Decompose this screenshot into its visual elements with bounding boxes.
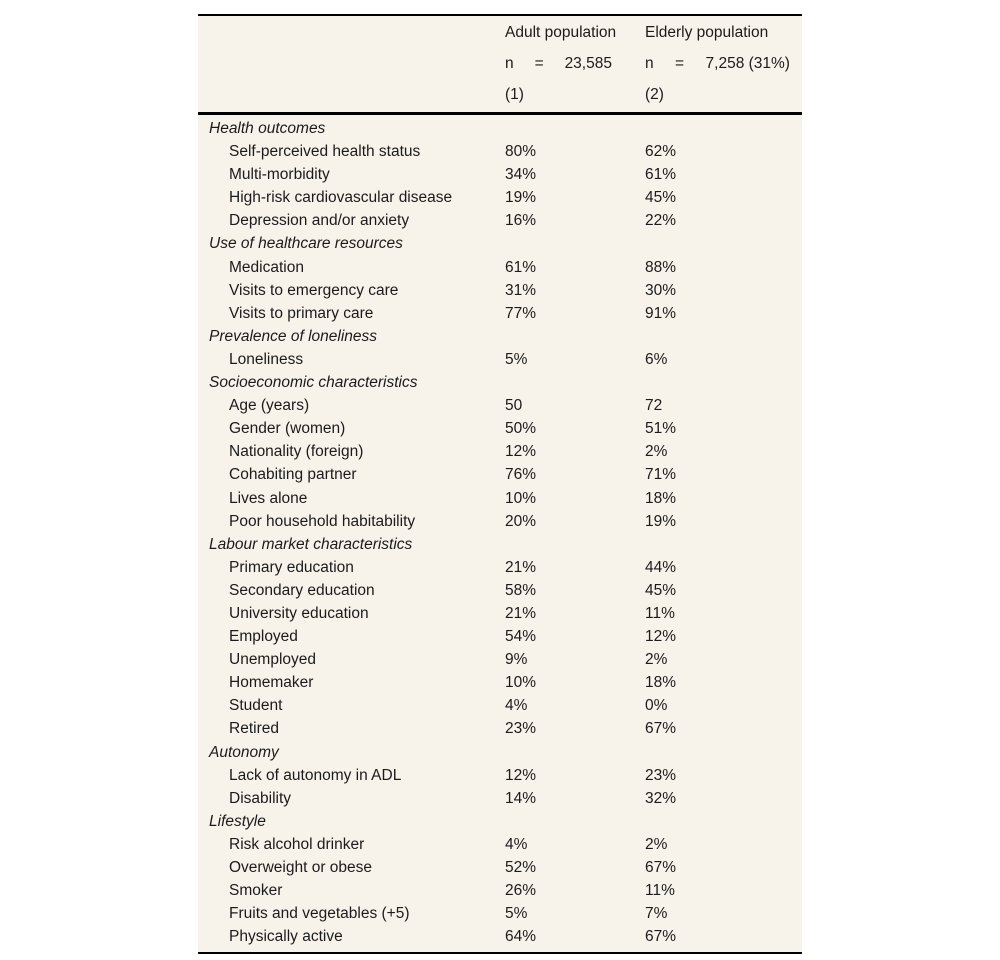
elderly-value-empty: [645, 117, 802, 140]
row-label: Age (years): [229, 397, 310, 415]
table-row: [198, 648, 802, 671]
table-row: [198, 556, 802, 579]
adult-value: 20%: [505, 512, 537, 530]
adult-value: 26%: [505, 882, 537, 900]
elderly-value-empty: [645, 741, 802, 764]
table-row: [198, 417, 802, 440]
row-label: Overweight or obese: [229, 859, 373, 876]
elderly-value: 18%: [645, 489, 677, 507]
elderly-value: 91%: [645, 304, 677, 322]
table-row: [198, 879, 802, 902]
elderly-n-value: 7,258 (31%): [705, 55, 790, 72]
section-header-row: [198, 371, 802, 394]
row-label: Fruits and vegetables (+5): [229, 905, 410, 923]
section-header-row: [198, 325, 802, 348]
adult-n-label: n: [505, 55, 514, 72]
table-row: [198, 510, 802, 533]
row-label: Primary education: [229, 558, 354, 576]
elderly-value: 12%: [645, 628, 677, 646]
row-label: Depression and/or anxiety: [229, 212, 410, 230]
table-row: [198, 209, 802, 232]
adult-value: 58%: [505, 581, 537, 599]
adult-value: 50%: [505, 420, 537, 438]
elderly-sample-size: [645, 48, 790, 79]
elderly-value: 67%: [645, 720, 677, 738]
table-row: [198, 602, 802, 625]
table-row: [198, 671, 802, 694]
table-row: [198, 256, 802, 279]
table-row: [198, 440, 802, 463]
adult-value: 4%: [505, 835, 528, 853]
table-row: [198, 787, 802, 810]
row-label: Homemaker: [229, 674, 314, 692]
section-header-row: [198, 810, 802, 833]
column-header-elderly: [645, 16, 802, 112]
row-label: High-risk cardiovascular disease: [229, 189, 453, 207]
table-body: [198, 115, 802, 952]
row-label: Retired: [229, 720, 279, 738]
adult-value: 5%: [505, 905, 528, 923]
elderly-value: 62%: [645, 143, 677, 161]
section-header-row: [198, 533, 802, 556]
elderly-value: 19%: [645, 512, 677, 530]
elderly-value-empty: [645, 325, 802, 348]
section-label: Health outcomes: [209, 120, 326, 137]
adult-value: 21%: [505, 558, 537, 576]
elderly-value: 67%: [645, 928, 677, 946]
row-label: Poor household habitability: [229, 512, 416, 530]
row-label: Secondary education: [229, 581, 375, 599]
section-header-row: [198, 117, 802, 140]
adult-value: 23%: [505, 720, 537, 738]
table-row: [198, 579, 802, 602]
row-label: Smoker: [229, 882, 283, 900]
table-row: [198, 140, 802, 163]
elderly-value: 23%: [645, 766, 677, 784]
elderly-value: 7%: [645, 905, 668, 923]
row-label: Nationality (foreign): [229, 443, 364, 461]
elderly-value: 2%: [645, 443, 668, 461]
section-header-row: [198, 232, 802, 255]
adult-value: 61%: [505, 258, 537, 276]
adult-value: 14%: [505, 789, 537, 807]
row-label: Visits to primary care: [229, 304, 374, 322]
adult-value: 54%: [505, 628, 537, 646]
elderly-value: 45%: [645, 581, 677, 599]
elderly-column-note: (2): [645, 86, 664, 103]
section-label: Prevalence of loneliness: [209, 327, 378, 345]
section-label: Socioeconomic characteristics: [209, 374, 418, 392]
elderly-value: 2%: [645, 651, 668, 669]
row-label: Multi-morbidity: [229, 166, 330, 184]
section-header-row: [198, 741, 802, 764]
row-label: Physically active: [229, 928, 343, 946]
elderly-value-empty: [645, 533, 802, 556]
table-header: [198, 16, 802, 115]
adult-value-empty: [505, 810, 645, 833]
elderly-value: 0%: [645, 697, 668, 715]
table-row: [198, 487, 802, 510]
adult-equals-sign: =: [534, 55, 544, 72]
elderly-value: 11%: [645, 604, 675, 622]
elderly-value: 72: [645, 397, 663, 415]
elderly-value: 88%: [645, 258, 677, 276]
row-label: Student: [229, 697, 283, 715]
elderly-value: 6%: [645, 350, 668, 368]
adult-value: 10%: [505, 489, 537, 507]
elderly-value: 44%: [645, 558, 677, 576]
section-label: Use of healthcare resources: [209, 235, 403, 253]
adult-value: 50: [505, 397, 523, 415]
adult-value: 31%: [505, 281, 537, 299]
row-label: Self-perceived health status: [229, 143, 421, 161]
table-row: [198, 625, 802, 648]
adult-value-empty: [505, 232, 645, 255]
adult-value: 77%: [505, 304, 537, 322]
elderly-value: 18%: [645, 674, 677, 692]
elderly-value-empty: [645, 232, 802, 255]
table-row: [198, 925, 802, 948]
row-label: Loneliness: [229, 350, 304, 368]
adult-column-title: Adult population: [505, 24, 617, 41]
adult-value: 16%: [505, 212, 537, 230]
elderly-value-empty: [645, 371, 802, 394]
section-label: Lifestyle: [209, 812, 266, 830]
table-row: [198, 856, 802, 879]
adult-value-empty: [505, 371, 645, 394]
row-label: Lack of autonomy in ADL: [229, 766, 402, 784]
elderly-value: 61%: [645, 166, 677, 184]
adult-value: 64%: [505, 928, 537, 946]
elderly-value: 22%: [645, 212, 677, 230]
adult-sample-size: [505, 48, 612, 79]
row-label: Medication: [229, 258, 304, 276]
adult-value: 12%: [505, 443, 537, 461]
row-label: Gender (women): [229, 420, 346, 438]
elderly-value: 45%: [645, 189, 677, 207]
row-label: Disability: [229, 789, 292, 807]
table-row: [198, 186, 802, 209]
row-label: Unemployed: [229, 651, 317, 669]
adult-value: 52%: [505, 859, 537, 876]
elderly-value: 2%: [645, 835, 668, 853]
table-row: [198, 902, 802, 925]
elderly-value: 51%: [645, 420, 677, 438]
adult-value-empty: [505, 741, 645, 764]
elderly-equals-sign: =: [675, 55, 685, 72]
elderly-value: 30%: [645, 281, 677, 299]
adult-n-value: 23,585: [564, 55, 612, 72]
header-empty-cell: [198, 16, 505, 112]
table-row: [198, 394, 802, 417]
table-row: [198, 833, 802, 856]
elderly-value: 11%: [645, 882, 675, 900]
elderly-column-title: Elderly population: [645, 24, 769, 41]
table-row: [198, 302, 802, 325]
row-label: University education: [229, 604, 369, 622]
table-row: [198, 463, 802, 486]
row-label: Risk alcohol drinker: [229, 835, 365, 853]
section-label: Autonomy: [209, 743, 279, 761]
adult-value: 4%: [505, 697, 528, 715]
adult-value: 80%: [505, 143, 537, 161]
adult-column-note: (1): [505, 86, 524, 103]
column-header-adult: [505, 16, 645, 112]
adult-value: 12%: [505, 766, 537, 784]
section-label: Labour market characteristics: [209, 535, 413, 553]
adult-value-empty: [505, 325, 645, 348]
row-label: Lives alone: [229, 489, 308, 507]
table-row: [198, 694, 802, 717]
table-row: [198, 348, 802, 371]
elderly-value: 71%: [645, 466, 677, 484]
adult-value: 5%: [505, 350, 528, 368]
adult-value: 34%: [505, 166, 537, 184]
adult-value-empty: [505, 117, 645, 140]
table-row: [198, 764, 802, 787]
table-row: [198, 279, 802, 302]
row-label: Employed: [229, 628, 298, 646]
elderly-value: 32%: [645, 789, 677, 807]
adult-value-empty: [505, 533, 645, 556]
row-label: Cohabiting partner: [229, 466, 357, 484]
table-row: [198, 717, 802, 740]
adult-value: 21%: [505, 604, 537, 622]
elderly-value: 67%: [645, 859, 677, 876]
adult-value: 76%: [505, 466, 537, 484]
adult-value: 10%: [505, 674, 537, 692]
population-statistics-table: [198, 14, 802, 954]
elderly-n-label: n: [645, 55, 654, 72]
row-label: Visits to emergency care: [229, 281, 399, 299]
table-row: [198, 163, 802, 186]
elderly-value-empty: [645, 810, 802, 833]
adult-value: 9%: [505, 651, 528, 669]
adult-value: 19%: [505, 189, 537, 207]
